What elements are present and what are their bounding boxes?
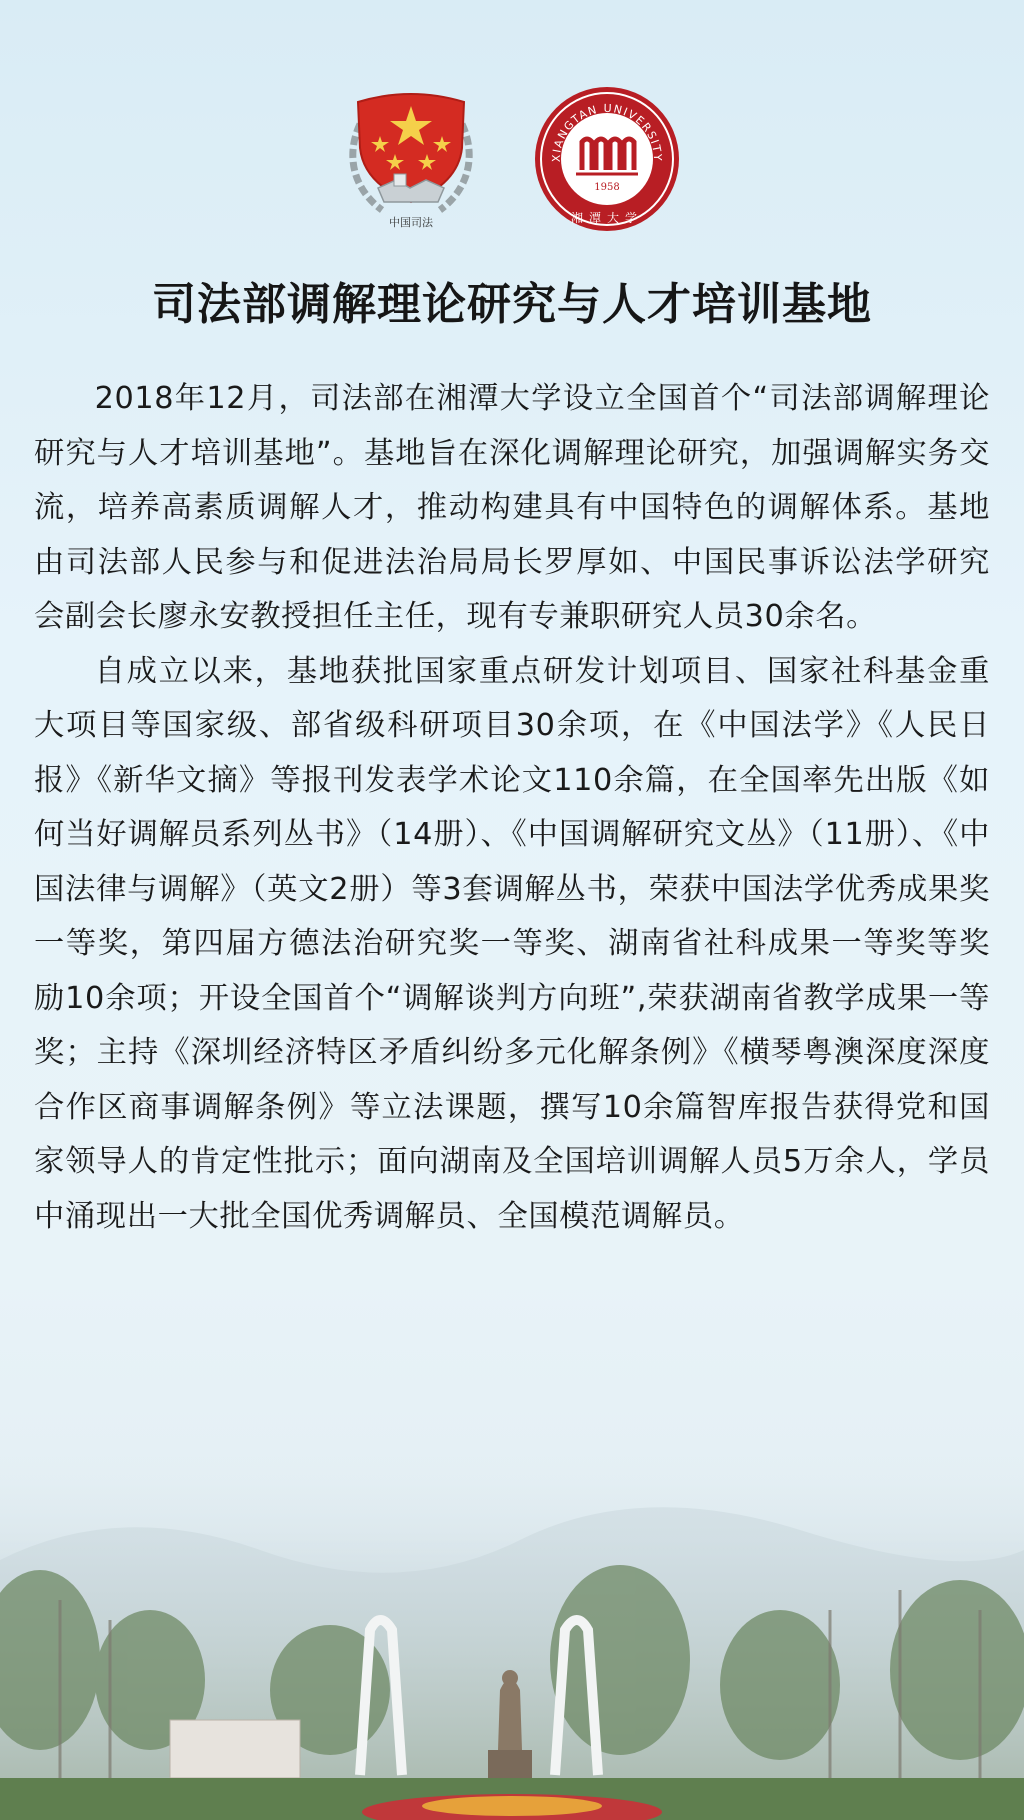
- paragraph-2: 自成立以来，基地获批国家重点研发计划项目、国家社科基金重大项目等国家级、部省级科研项目30余项，在《中国法学》《人民日报》《新华文摘》等报刊发表学术论文110余篇，在全国率先出版《如何当好调解员系列丛书》（14册）、《中国调解研究文丛》（11册）、《中国法律与调解》（英文2册）等3套调解丛书，荣获中国法学优秀成果奖一等奖，第四届方德法治研究奖一等奖、湖南省社科成果一等奖等奖励10余项；开设全国首个“调解谈判方向班”,荣获湖南省教学成果一等奖；主持《深圳经济特区矛盾纠纷多元化解条例》《横琴粤澳深度深度合作区商事调解条例》等立法课题，撰写10余篇智库报告获得党和国家领导人的肯定性批示；面向湖南及全国培训调解人员5万余人，学员中涌现出一大批全国优秀调解员、全国模范调解员。: [34, 653, 990, 1234]
- campus-scene-image: [0, 1440, 1024, 1820]
- paragraph-1: 2018年12月，司法部在湘潭大学设立全国首个“司法部调解理论研究与人才培训基地”。基地旨在深化调解理论研究，加强调解实务交流，培养高素质调解人才，推动构建具有中国特色的调解体系。基地由司法部人民参与和促进法治局局长罗厚如、中国民事诉讼法学研究会副会长廖永安教授担任主任，现有专兼职研究人员30余名。: [34, 381, 990, 634]
- justice-emblem-logo: [338, 84, 484, 232]
- seal-english-name: XIANGTAN UNIVERSITY: [549, 101, 665, 163]
- emblem-caption: 中国司法: [389, 216, 433, 229]
- page-title: 司法部调解理论研究与人才培训基地: [152, 279, 872, 330]
- article-body: [34, 372, 990, 1244]
- university-seal-logo: [534, 86, 680, 232]
- logo-row: [0, 84, 1024, 234]
- seal-chinese-name: 湘潭大学: [570, 211, 644, 225]
- seal-founded-year: 1958: [594, 182, 620, 193]
